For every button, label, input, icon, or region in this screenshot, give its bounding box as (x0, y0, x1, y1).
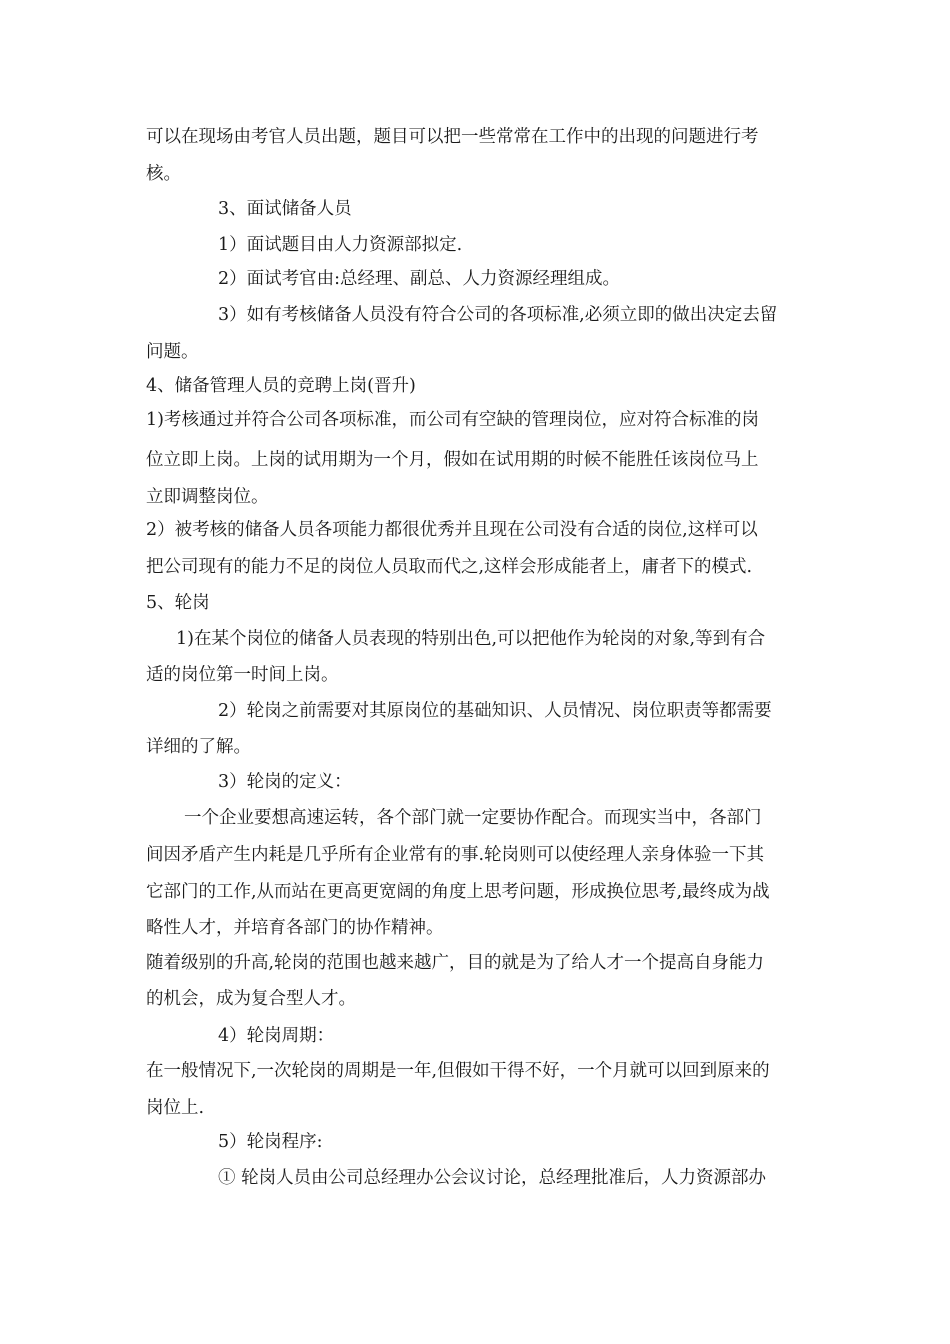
text-line: 3）轮岗的定义： (218, 772, 352, 792)
text-line: 略性人才，并培育各部门的协作精神。 (146, 918, 444, 938)
text-line: ① 轮岗人员由公司总经理办公会议讨论，总经理批准后，人力资源部办 (218, 1168, 767, 1188)
text-line: 的机会，成为复合型人才。 (146, 989, 356, 1009)
section-heading: 5、轮岗 (146, 593, 210, 613)
text-line: 位立即上岗。上岗的试用期为一个月，假如在试用期的时候不能胜任该岗位马上 (146, 450, 759, 470)
text-line: 岗位上. (146, 1098, 205, 1118)
text-line: 2）面试考官由:总经理、副总、人力资源经理组成。 (218, 269, 621, 289)
text-line: 1）面试题目由人力资源部拟定. (218, 235, 463, 255)
section-heading: 3、面试储备人员 (218, 199, 352, 219)
text-line: 把公司现有的能力不足的岗位人员取而代之,这样会形成能者上，庸者下的模式. (146, 557, 753, 577)
text-line: 1)在某个岗位的储备人员表现的特别出色,可以把他作为轮岗的对象,等到有合 (176, 629, 766, 649)
text-line: 2）被考核的储备人员各项能力都很优秀并且现在公司没有合适的岗位,这样可以 (146, 520, 758, 540)
text-line: 问题。 (146, 342, 199, 362)
text-line: 4）轮岗周期： (218, 1026, 335, 1046)
text-line: 一个企业要想高速运转，各个部门就一定要协作配合。而现实当中，各部门 (184, 808, 762, 828)
text-line: 1)考核通过并符合公司各项标准，而公司有空缺的管理岗位，应对符合标准的岗 (146, 410, 759, 430)
text-line: 3）如有考核储备人员没有符合公司的各项标准,必须立即的做出决定去留 (218, 305, 778, 325)
text-line: 间因矛盾产生内耗是几乎所有企业常有的事.轮岗则可以使经理人亲身体验一下其 (146, 845, 765, 865)
text-line: 详细的了解。 (146, 737, 251, 757)
text-line: 核。 (146, 164, 181, 184)
text-line: 它部门的工作,从而站在更高更宽阔的角度上思考问题，形成换位思考,最终成为战 (146, 882, 770, 902)
text-line: 随着级别的升高,轮岗的范围也越来越广，目的就是为了给人才一个提高自身能力 (146, 953, 765, 973)
section-heading: 4、储备管理人员的竞聘上岗(晋升) (146, 376, 416, 396)
text-line: 在一般情况下,一次轮岗的周期是一年,但假如干得不好，一个月就可以回到原来的 (146, 1061, 770, 1081)
text-line: 可以在现场由考官人员出题，题目可以把一些常常在工作中的出现的问题进行考 (146, 127, 759, 147)
text-line: 2）轮岗之前需要对其原岗位的基础知识、人员情况、岗位职责等都需要 (218, 701, 772, 721)
text-line: 5）轮岗程序: (218, 1132, 323, 1152)
text-line: 立即调整岗位。 (146, 487, 269, 507)
text-line: 适的岗位第一时间上岗。 (146, 665, 339, 685)
